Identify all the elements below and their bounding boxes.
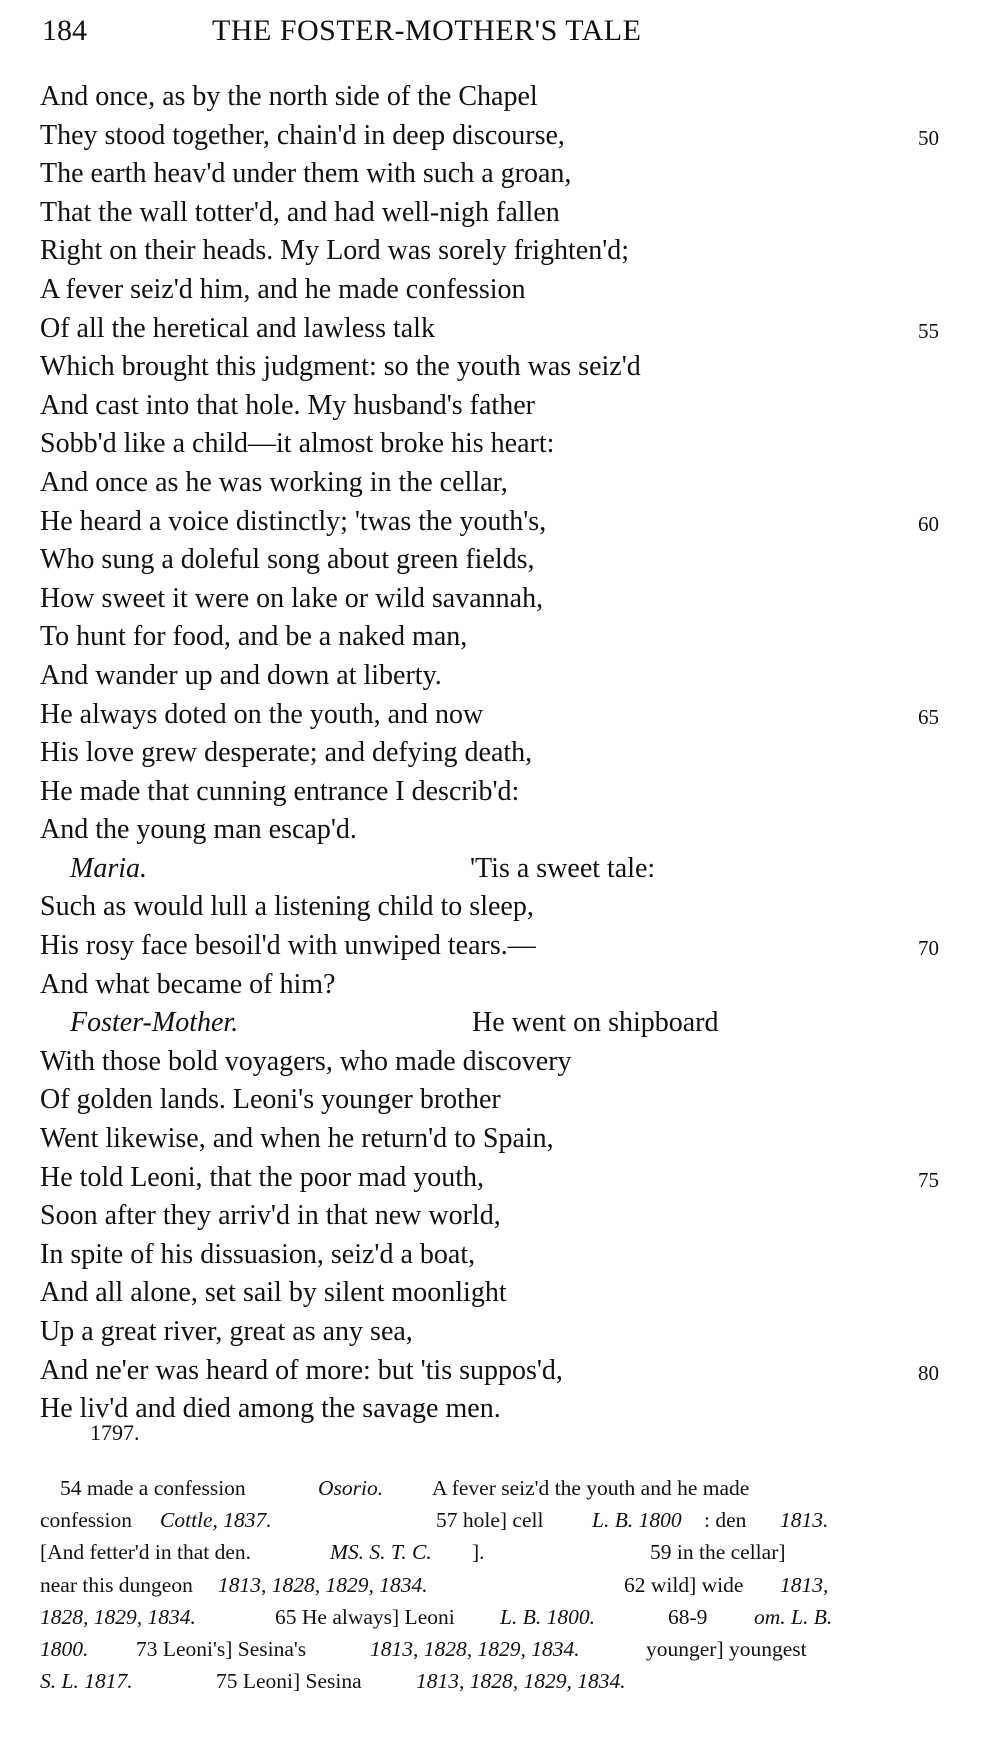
- poem-line: [40, 464, 940, 503]
- poem-line: [40, 1274, 940, 1313]
- poem-line: [40, 927, 940, 966]
- poem-line: [40, 271, 940, 310]
- line-text: How sweet it were on lake or wild savannah,: [40, 582, 544, 614]
- line-text: In spite of his dissuasion, seiz'd a boat,: [40, 1238, 476, 1270]
- line-text: A fever seiz'd him, and he made confession: [40, 273, 526, 305]
- note-source: 1813, 1828, 1829, 1834.: [416, 1669, 626, 1694]
- poem-line: [40, 425, 940, 464]
- note-source: 1813.: [780, 1508, 829, 1533]
- poem-line: [40, 541, 940, 580]
- line-text: Up a great river, great as any sea,: [40, 1316, 413, 1347]
- line-text: The earth heav'd under them with such a groan,: [40, 158, 572, 190]
- poem-line: [40, 387, 940, 426]
- page-number: 184: [42, 14, 87, 47]
- line-text: He liv'd and died among the savage men.: [40, 1393, 501, 1425]
- poem-line: [40, 811, 940, 850]
- note-line: [40, 1536, 940, 1568]
- note-text: 54 made a confession: [60, 1476, 246, 1500]
- line-text: And what became of him?: [40, 968, 336, 1000]
- line-text: His rosy face besoil'd with unwiped tears.—: [40, 930, 536, 962]
- line-text: His love grew desperate; and defying death,: [40, 737, 533, 769]
- note-text: near this dungeon: [40, 1572, 193, 1597]
- running-title: THE FOSTER-MOTHER'S TALE: [212, 14, 642, 47]
- note-source: 1828, 1829, 1834.: [40, 1604, 196, 1629]
- line-number: 60: [918, 511, 939, 536]
- poem-line: [40, 1043, 940, 1082]
- note-text: : den: [704, 1508, 747, 1533]
- poem-line: [40, 310, 940, 349]
- note-text: 59 in the cellar]: [650, 1540, 786, 1565]
- line-text: And wander up and down at liberty.: [40, 659, 442, 691]
- poem-line: [40, 696, 940, 735]
- note-text: 57 hole] cell: [436, 1508, 544, 1533]
- note-text: [And fetter'd in that den.: [40, 1540, 252, 1565]
- line-text: 'Tis a sweet tale:: [470, 852, 656, 884]
- poem-line: [40, 155, 940, 194]
- poem-line: [40, 348, 940, 387]
- note-text: 65 He always] Leoni: [275, 1604, 455, 1629]
- poem-line: [40, 1004, 940, 1043]
- poem-line: [40, 618, 940, 657]
- line-text: They stood together, chain'd in deep discourse,: [40, 119, 565, 151]
- note-line: [40, 1601, 940, 1633]
- note-line: [40, 1633, 940, 1665]
- poem-line: [40, 194, 940, 233]
- note-text: 73 Leoni's] Sesina's: [136, 1636, 307, 1661]
- line-number: 55: [918, 318, 939, 343]
- poem-line: [40, 1120, 940, 1159]
- note-source: 1800.: [40, 1636, 89, 1661]
- poem-line: [40, 734, 940, 773]
- poem-line: [40, 1313, 940, 1352]
- poem-line: [40, 1352, 940, 1391]
- poem-line: [40, 1197, 940, 1236]
- poem-line: [40, 966, 940, 1005]
- poem-line: [40, 78, 940, 117]
- line-text: He always doted on the youth, and now: [40, 698, 484, 730]
- line-number: 70: [918, 936, 939, 961]
- textual-notes: [40, 1472, 940, 1697]
- note-text: 68-9: [668, 1604, 708, 1629]
- note-source: 1813, 1828, 1829, 1834.: [218, 1572, 428, 1597]
- line-number: 50: [918, 125, 939, 150]
- line-text: Who sung a doleful song about green fields,: [40, 544, 535, 576]
- poem-line: [40, 1236, 940, 1275]
- line-text: With those bold voyagers, who made discovery: [40, 1045, 572, 1077]
- poem-line: [40, 1159, 940, 1198]
- line-text: And the young man escap'd.: [40, 814, 357, 846]
- note-source: 1813,: [780, 1572, 829, 1597]
- line-text: Of golden lands. Leoni's younger brother: [40, 1084, 501, 1116]
- note-source: om. L. B.: [754, 1604, 833, 1629]
- note-line: [40, 1472, 940, 1504]
- poem-line: [40, 1390, 940, 1429]
- note-text: 75 Leoni] Sesina: [216, 1669, 362, 1694]
- line-text: Of all the heretical and lawless talk: [40, 312, 435, 344]
- note-text: 62 wild] wide: [624, 1572, 744, 1597]
- poem-line: [40, 773, 940, 812]
- line-text: Soon after they arriv'd in that new world,: [40, 1200, 501, 1232]
- note-source: S. L. 1817.: [40, 1669, 133, 1694]
- line-text: He went on shipboard: [472, 1007, 719, 1039]
- poem-line: [40, 657, 940, 696]
- line-text: Sobb'd like a child—it almost broke his heart:: [40, 428, 555, 460]
- note-text: ].: [472, 1540, 485, 1565]
- poem-date: 1797.: [90, 1420, 140, 1445]
- poem-text: [40, 78, 940, 1429]
- note-source: L. B. 1800: [592, 1508, 682, 1533]
- line-text: And cast into that hole. My husband's father: [40, 389, 535, 421]
- line-text: He made that cunning entrance I describ'd:: [40, 775, 520, 807]
- speaker-name: Foster-Mother.: [70, 1007, 239, 1039]
- line-text: To hunt for food, and be a naked man,: [40, 621, 468, 653]
- note-source: L. B. 1800.: [500, 1604, 595, 1629]
- note-source: Cottle, 1837.: [160, 1508, 272, 1533]
- note-source: 1813, 1828, 1829, 1834.: [370, 1636, 580, 1661]
- note-text: younger] youngest: [646, 1636, 807, 1661]
- poem-line: [40, 850, 940, 889]
- line-text: And all alone, set sail by silent moonlight: [40, 1277, 507, 1309]
- line-number: 75: [918, 1167, 939, 1192]
- note-source: Osorio.: [318, 1476, 384, 1500]
- poem-line: [40, 503, 940, 542]
- line-text: Right on their heads. My Lord was sorely frighten'd;: [40, 235, 630, 267]
- speaker-name: Maria.: [70, 852, 147, 884]
- poem-line: [40, 580, 940, 619]
- poem-line: [40, 117, 940, 156]
- poem-line: [40, 1081, 940, 1120]
- poem-line: [40, 232, 940, 271]
- line-text: Such as would lull a listening child to sleep,: [40, 891, 534, 923]
- line-text: Which brought this judgment: so the youth was seiz'd: [40, 351, 641, 383]
- note-text: A fever seiz'd the youth and he made: [432, 1476, 750, 1500]
- note-line: [40, 1665, 940, 1697]
- line-text: He heard a voice distinctly; 'twas the youth's,: [40, 505, 547, 537]
- line-text: And once as he was working in the cellar,: [40, 466, 508, 498]
- note-line: [40, 1569, 940, 1601]
- poem-line: [40, 888, 940, 927]
- line-text: And ne'er was heard of more: but 'tis suppos'd,: [40, 1354, 563, 1386]
- line-number: 80: [918, 1360, 939, 1385]
- line-text: That the wall totter'd, and had well-nigh fallen: [40, 196, 560, 228]
- note-text: confession: [40, 1508, 132, 1533]
- line-number: 65: [918, 704, 939, 729]
- line-text: And once, as by the north side of the Chapel: [40, 81, 538, 112]
- note-source: MS. S. T. C.: [330, 1540, 432, 1565]
- line-text: He told Leoni, that the poor mad youth,: [40, 1161, 485, 1193]
- line-text: Went likewise, and when he return'd to Spain,: [40, 1123, 554, 1155]
- page-header: [42, 14, 942, 60]
- note-line: [40, 1504, 940, 1536]
